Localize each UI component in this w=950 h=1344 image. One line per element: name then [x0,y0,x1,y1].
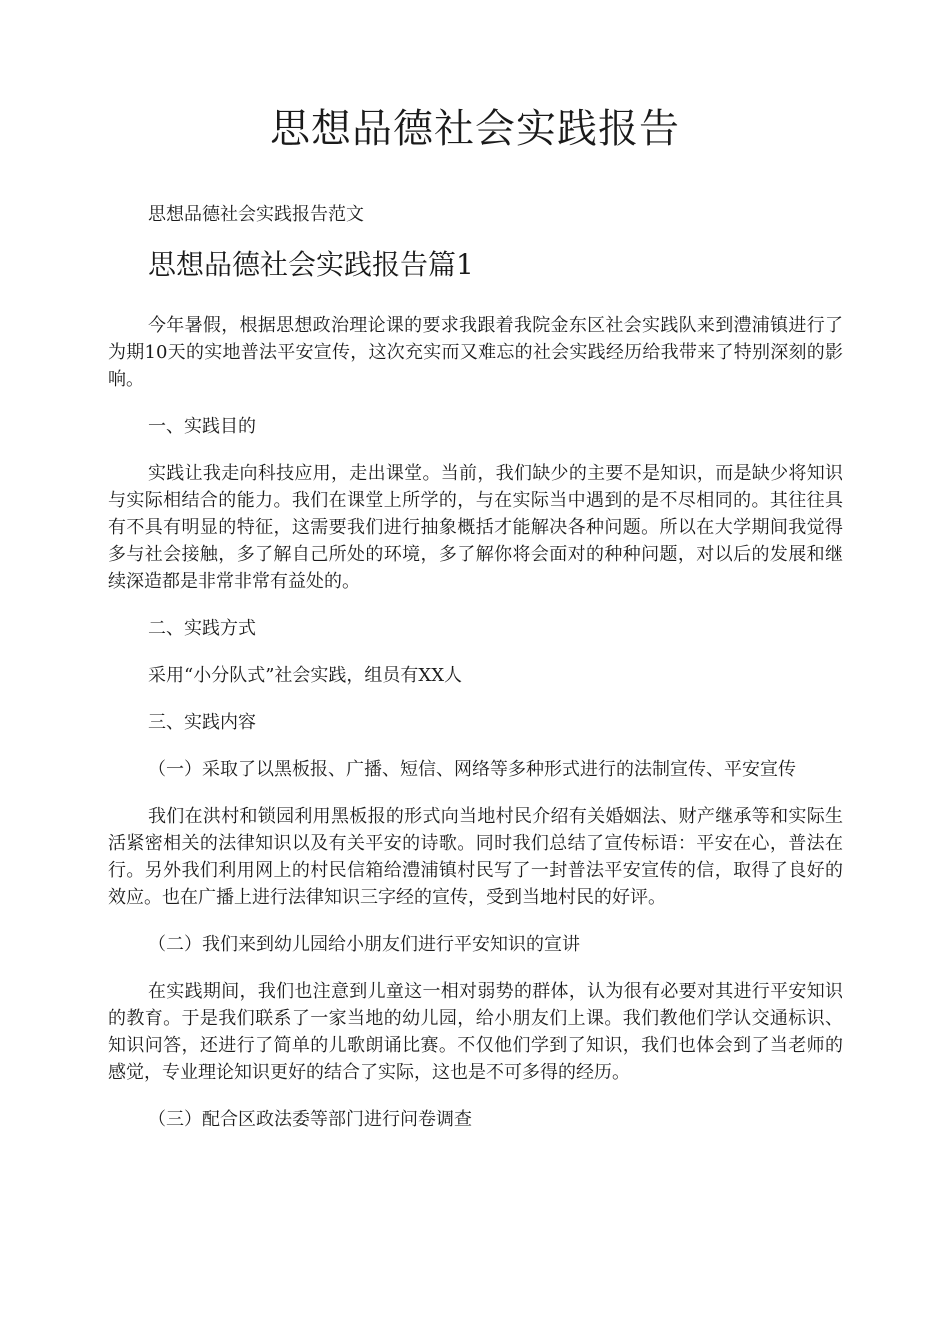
heading-content: 三、实践内容 [148,712,256,733]
subheading-item-1: （一）采取了以黑板报、广播、短信、网络等多种形式进行的法制宣传、平安宣传 [148,759,796,780]
paragraph-item-1: 我们在洪村和锁园利用黑板报的形式向当地村民介绍有关婚姻法、财产继承等和实际生活紧密相关的法律知识以及有关平安的诗歌。同时我们总结了宣传标语：平安在心，普法在行。另外我们利用网上的村民信箱给澧浦镇村民写了一封普法平安宣传的信，取得了良好的效应。也在广播上进行法律知识三字经的宣传，受到当地村民的好评。 [108,806,843,908]
paragraph-item-2: 在实践期间，我们也注意到儿童这一相对弱势的群体，认为很有必要对其进行平安知识的教育。于是我们联系了一家当地的幼儿园，给小朋友们上课。我们教他们学认交通标识、知识问答，还进行了简单的儿歌朗诵比赛。不仅他们学到了知识，我们也体会到了当老师的感觉，专业理论知识更好的结合了实际，这也是不可多得的经历。 [108,981,843,1083]
document-title: 思想品德社会实践报告 [270,106,680,152]
paragraph-method: 采用“小分队式”社会实践，组员有XX人 [148,665,463,686]
document-subtitle: 思想品德社会实践报告范文 [148,204,364,225]
subheading-item-3: （三）配合区政法委等部门进行问卷调查 [148,1109,472,1130]
section-heading: 思想品德社会实践报告篇1 [148,248,474,281]
paragraph-purpose: 实践让我走向科技应用，走出课堂。当前，我们缺少的主要不是知识，而是缺少将知识与实际相结合的能力。我们在课堂上所学的，与在实际当中遇到的是不尽相同的。其往往具有不具有明显的特征，这需要我们进行抽象概括才能解决各种问题。所以在大学期间我觉得多与社会接触，多了解自己所处的环境，多了解你将会面对的种种问题，对以后的发展和继续深造都是非常非常有益处的。 [108,463,843,592]
subheading-item-2: （二）我们来到幼儿园给小朋友们进行平安知识的宣讲 [148,934,580,955]
document-body [108,312,843,1153]
heading-purpose: 一、实践目的 [148,416,256,437]
paragraph-intro: 今年暑假，根据思想政治理论课的要求我跟着我院金东区社会实践队来到澧浦镇进行了为期10天的实地普法平安宣传，这次充实而又难忘的社会实践经历给我带来了特别深刻的影响。 [108,315,843,390]
heading-method: 二、实践方式 [148,618,256,639]
